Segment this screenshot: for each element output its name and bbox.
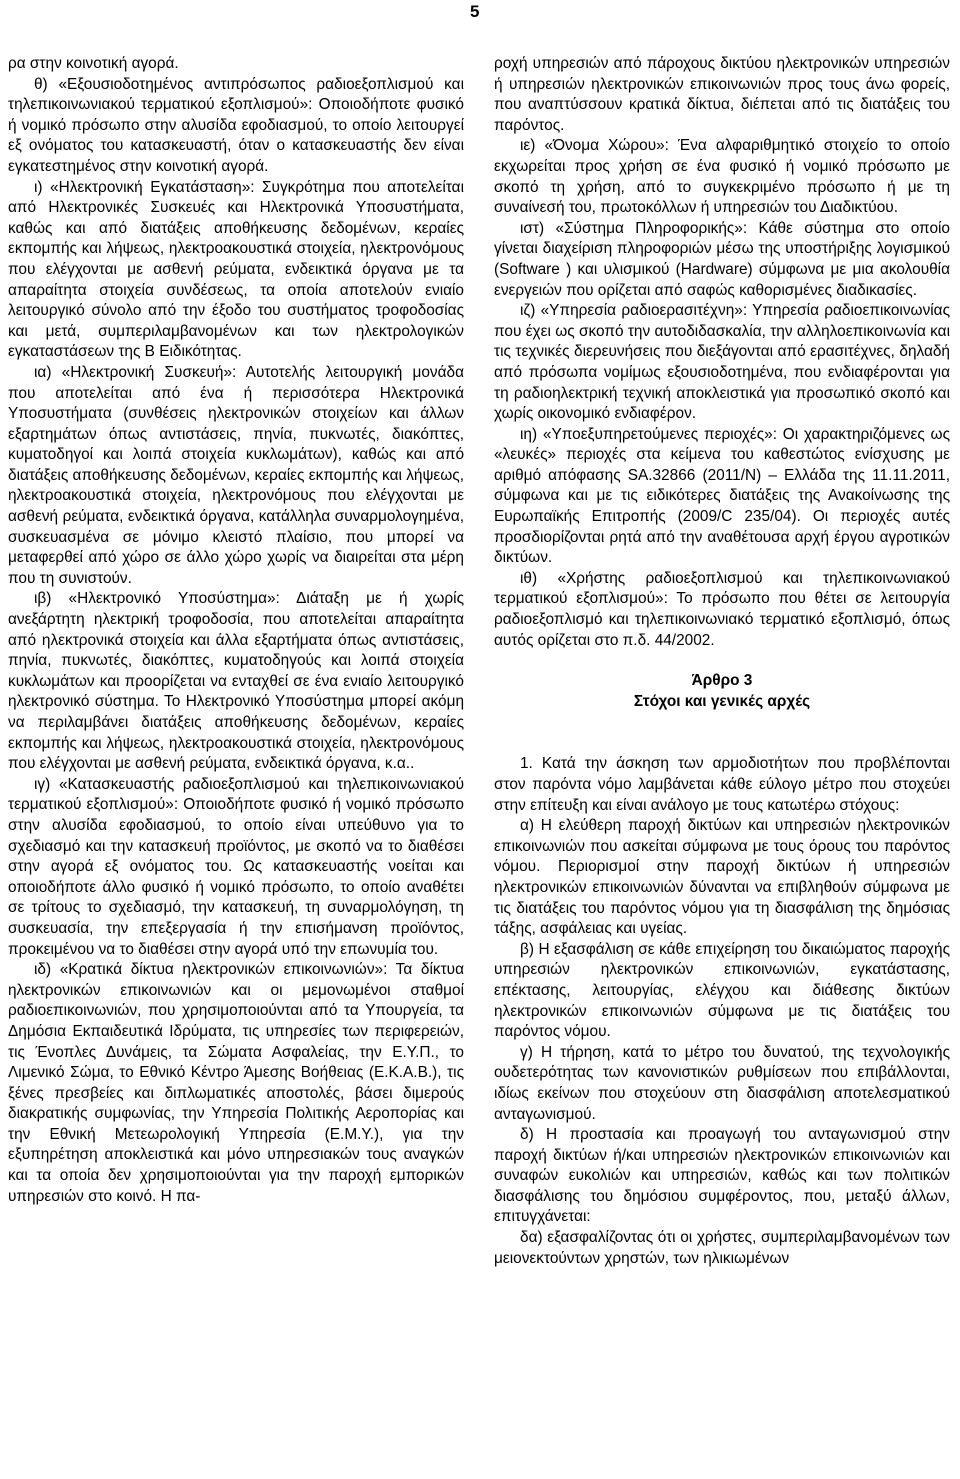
paragraph: ιη) «Υποεξυπηρετούμενες περιοχές»: Οι χαρακτηριζόμενες ως «λευκές» περιοχές στα κείμενα του καθεστώτος ενίσχυσης με αριθμό απόφασης SA.32866 (2011/N) – Ελλάδα της 11.11.2011, σύμφωνα και με τις ειδικότερες διατάξεις της Ανακοίνωσης της Ευρωπαϊκής Επιτροπής (2009/C 235/04). Οι περιοχές αυτές προσδιορίζονται ρητά από την αναθέτουσα αρχή έργου αγροτικών δικτύων. [494,425,950,567]
paragraph: ρα στην κοινοτική αγορά. [8,55,179,72]
paragraph: θ) «Εξουσιοδοτημένος αντιπρόσωπος ραδιοεξοπλισμού και τηλεπικοινωνιακού τερματικού εξοπλισμού»: Οποιοδήποτε φυσικό ή νομικό πρόσωπο στην αλυσίδα εφοδιασμού, το οποίο λειτουργεί εξ ονόματος του κατασκευαστή, όταν ο κατασκευαστής δεν είναι εγκατεστημένος στην κοινοτική αγορά. [8,75,464,175]
paragraph: δα) εξασφαλίζοντας ότι οι χρήστες, συμπεριλαμβανομένων των μειονεκτούντων χρηστών, των ηλικιωμένων [494,1229,950,1267]
article-heading [494,671,950,712]
paragraph: ιθ) «Χρήστης ραδιοεξοπλισμού και τηλεπικοινωνιακού τερματικού εξοπλισμού»: Το πρόσωπο που θέτει σε λειτουργία ραδιοεξοπλισμό και τηλεπικοινωνιακό τερματικό εξοπλισμό, όπως αυτός ορίζεται στο π.δ. 44/2002. [494,569,950,649]
paragraph: ιε) «Όνομα Χώρου»: Ένα αλφαριθμητικό στοιχείο το οποίο εκχωρείται προς χρήση σε ένα φυσικό ή νομικό πρόσωπο με σκοπό τη χρήση, από το συγκεκριμένο πρόσωπο ή με τη συναίνεσή του, πρωτοκόλλων ή υπηρεσιών του Διαδικτύου. [494,137,950,217]
paragraph: ιδ) «Κρατικά δίκτυα ηλεκτρονικών επικοινωνιών»: Τα δίκτυα ηλεκτρονικών επικοινωνιών και οι μεμονωμένοι σταθμοί ραδιοεπικοινωνιών, που χρησιμοποιούνται από τα Υπουργεία, τα Δημόσια Εκπαιδευτικά Ιδρύματα, τις υπηρεσίες των περιφερειών, τις Ένοπλες Δυνάμεις, τα Σώματα Ασφαλείας, την Ε.Υ.Π., το Λιμενικό Σώμα, το Εθνικό Κέντρο Άμεσης Βοήθειας (Ε.Κ.Α.Β.), τις ξένες πρεσβείες και διπλωματικές αποστολές, βάσει διμερούς διακρατικής συμφωνίας, την Υπηρεσία Πολιτικής Αεροπορίας και την Εθνική Μετεωρολογική Υπηρεσία (Ε.Μ.Υ.), για την εξυπηρέτηση αποκλειστικά και μόνο υπηρεσιακών τους αναγκών και τα οποία δεν χρησιμοποιούνται για την παροχή εμπορικών υπηρεσιών στο κοινό. Η πα- [8,961,464,1205]
article-title: Στόχοι και γενικές αρχές [633,692,811,710]
paragraph: ιζ) «Υπηρεσία ραδιοερασιτέχνη»: Υπηρεσία ραδιοεπικοινωνίας που έχει ως σκοπό την αυτοδιδασκαλία, την αλληλοεπικοινωνία και τις τεχνικές διερευνήσεις που διεξάγονται από ερασιτέχνες, δηλαδή από πρόσωπα νομίμως εξουσιοδοτημένα, που ενδιαφέρονται για τη ραδιοηλεκτρική τεχνική αποκλειστικά για προσωπικό σκοπό και χωρίς οικονομικό ενδιαφέρον. [494,302,950,423]
paragraph: ροχή υπηρεσιών από πάροχους δικτύου ηλεκτρονικών υπηρεσιών ή υπηρεσιών ηλεκτρονικών επικοινωνιών προς τους άνω φορείς, που αναπτύσσουν κρατικά δίκτυα, διέπεται από τις διατάξεις του παρόντος. [494,55,950,134]
right-column-lower [494,754,950,1269]
paragraph: ι) «Ηλεκτρονική Εγκατάσταση»: Συγκρότημα που αποτελείται από Ηλεκτρονικές Συσκευές και Ηλεκτρονικά Υποσυστήματα, καθώς και από διατάξεις αποθήκευσης δεδομένων, κεραίες εκπομπής και λήψεως, ηλεκτροακουστικά στοιχεία, ηλεκτρονόμους που ελέγχονται με ασθενή ρεύματα, ενδεικτικά όργανα με τα απαραίτητα στοιχεία συνδέσεως, τα οποία αποτελούν ενιαίο λειτουργικό σύνολο από την έξοδο του συστήματος τροφοδοσίας και μετά, συμπεριλαμβανομένων και των ηλεκτρολογικών εγκαταστάσεων της Β Ειδικότητας. [8,178,464,361]
left-column [8,54,464,1207]
paragraph: 1. Κατά την άσκηση των αρμοδιοτήτων που προβλέπονται στον παρόντα νόμο λαμβάνεται κάθε εύλογο μέτρο που στοχεύει στην επίτευξη και είναι ανάλογο με τους κατωτέρω στόχους: [494,755,950,814]
paragraph: β) Η εξασφάλιση σε κάθε επιχείρηση του δικαιώματος παροχής υπηρεσιών ηλεκτρονικών επικοινωνιών, εγκατάστασης, επέκτασης, λειτουργίας, ελέγχου και διάθεσης δικτύων ηλεκτρονικών επικοινωνιών σύμφωνα με τις διατάξεις του παρόντος νόμου. [494,940,950,1041]
paragraph: ια) «Ηλεκτρονική Συσκευή»: Αυτοτελής λειτουργική μονάδα που αποτελείται από ένα ή περισσότερα Ηλεκτρονικά Υποσυστήματα (συνθέσεις ηλεκτρονικών στοιχείων και άλλων εξαρτημάτων όπως αντιστάσεις, πηνία, πυκνωτές, διακόπτες, κυματοδηγοί και λοιπά στοιχεία κυκλωμάτων), καθώς και από διατάξεις αποθήκευσης δεδομένων, κεραίες εκπομπής και λήψεως, ηλεκτροακουστικά στοιχεία, ηλεκτρονόμους που ελέγχονται με ασθενή ρεύματα, ενδεικτικά όργανα, κατάλληλα συναρμολογημένα, συσκευασμένα σε μόνιμο κλειστό πλαίσιο, που μπορεί να μεταφερθεί από χώρο σε άλλο χώρο χωρίς να διαιρείται στα μέρη που τη συνιστούν. [8,363,464,587]
paragraph: ιγ) «Κατασκευαστής ραδιοεξοπλισμού και τηλεπικοινωνιακού τερματικού εξοπλισμού»: Οποιοδήποτε φυσικό ή νομικό πρόσωπο στην αλυσίδα εφοδιασμού, το οποίο είναι υπεύθυνο για το σχεδιασμό και την κατασκευή προϊόντος, με σκοπό να το διαθέσει στην αγορά εξ ονόματος του. Ως κατασκευαστής νοείται και οποιοδήποτε άλλο φυσικό ή νομικό πρόσωπο, το οποίο αναθέτει σε τρίτους το σχεδιασμό, την κατασκευή, τη συναρμολόγηση, τη συσκευασία, την επεξεργασία ή την επισήμανση προϊόντος, προκειμένου να το διαθέσει στην αγορά υπό την επωνυμία του. [8,775,464,958]
right-column-upper [494,54,950,651]
paragraph: ιστ) «Σύστημα Πληροφορικής»: Κάθε σύστημα στο οποίο γίνεται διαχείριση πληροφοριών μέσω της υποστήριξης λογισμικού (Software ) και υλισμικού (Hardware) σύμφωνα με μια ακολουθία ενεργειών που ορίζεται από σαφώς καθορισμένες διαδικασίες. [494,219,950,299]
page-number: 5 [470,2,480,21]
paragraph: ιβ) «Ηλεκτρονικό Υποσύστημα»: Διάταξη με ή χωρίς ανεξάρτητη ηλεκτρική τροφοδοσία, που αποτελείται απαραίτητα από ηλεκτρονικά στοιχεία και άλλα εξαρτήματα όπως αντιστάσεις, πηνία, πυκνωτές, διακόπτες, κυματοδηγούς και λοιπά στοιχεία κυκλωμάτων και προορίζεται να ενταχθεί σε ένα ενιαίο λειτουργικό ηλεκτρονικό σύστημα. Το Ηλεκτρονικό Υποσύστημα μπορεί ακόμη να περιλαμβάνει διατάξεις αποθήκευσης δεδομένων, κεραίες εκπομπής και λήψεως, ηλεκτροακουστικά στοιχεία, ηλεκτρονόμους που ελέγχονται με ασθενή ρεύματα, ενδεικτικά όργανα, κ.α.. [8,590,464,773]
paragraph: δ) Η προστασία και προαγωγή του ανταγωνισμού στην παροχή δικτύων ή/και υπηρεσιών ηλεκτρονικών επικοινωνιών και συναφών ευκολιών και υπηρεσιών, καθώς και των πολιτικών διασφάλισης του δημόσιου συμφέροντος, που, μεταξύ άλλων, επιτυγχάνεται: [494,1126,950,1226]
paragraph: α) Η ελεύθερη παροχή δικτύων και υπηρεσιών ηλεκτρονικών επικοινωνιών που ασκείται σύμφωνα με τους όρους του παρόντος νόμου. Περιορισμοί στην παροχή δικτύων ή υπηρεσιών ηλεκτρονικών επικοινωνιών δύνανται να επιβληθούν σύμφωνα με τις διατάξεις του παρόντος νόμου για τη διασφάλιση της δημόσιας τάξης, ασφάλειας και υγείας. [494,817,950,938]
article-number: Άρθρο 3 [691,672,753,690]
right-column [494,54,950,1269]
paragraph: γ) Η τήρηση, κατά το μέτρο του δυνατού, της τεχνολογικής ουδετερότητας των κανονιστικών ρυθμίσεων που επιβάλλονται, ιδίως εκείνων που στοχεύουν στη διασφάλιση αποτελεσματικού ανταγωνισμού. [494,1043,950,1123]
